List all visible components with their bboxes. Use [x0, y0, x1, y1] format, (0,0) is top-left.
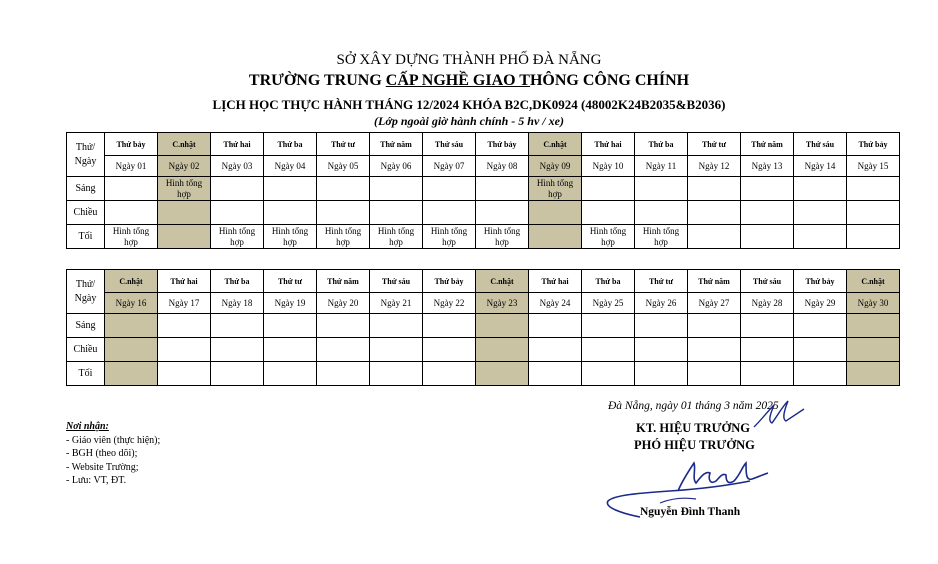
schedule-cell: Hình tổng hợp	[370, 225, 423, 249]
schedule-cell	[847, 362, 900, 386]
date-cell: Ngày 08	[476, 156, 529, 177]
session-label-toi: Tối	[67, 225, 105, 249]
weekday-row	[67, 133, 900, 156]
recipient-item: - BGH (theo dõi);	[66, 448, 138, 459]
date-row	[67, 293, 900, 314]
schedule-cell	[794, 314, 847, 338]
schedule-cell	[529, 225, 582, 249]
session-label-chieu: Chiều	[67, 201, 105, 225]
schedule-cell	[794, 362, 847, 386]
date-cell: Ngày 03	[211, 156, 264, 177]
schedule-cell	[847, 314, 900, 338]
schedule-cell: Hình tổng hợp	[158, 177, 211, 201]
schedule-cell	[317, 338, 370, 362]
date-cell: Ngày 28	[741, 293, 794, 314]
schedule-cell	[794, 201, 847, 225]
schedule-cell: Hình tổng hợp	[635, 225, 688, 249]
schedule-cell	[264, 338, 317, 362]
schedule-cell	[317, 314, 370, 338]
weekday-cell: Thứ bảy	[423, 270, 476, 293]
schedule-cell	[211, 201, 264, 225]
weekday-cell: Thứ ba	[582, 270, 635, 293]
date-cell: Ngày 09	[529, 156, 582, 177]
label-thu: Thứ/	[75, 141, 96, 153]
session-label-sang: Sáng	[67, 314, 105, 338]
schedule-table-week2	[66, 269, 900, 386]
date-cell: Ngày 20	[317, 293, 370, 314]
weekday-cell: Thứ tư	[635, 270, 688, 293]
schedule-cell	[635, 362, 688, 386]
schedule-cell	[529, 338, 582, 362]
schedule-cell: Hình tổng hợp	[423, 225, 476, 249]
date-cell: Ngày 05	[317, 156, 370, 177]
date-cell: Ngày 19	[264, 293, 317, 314]
schedule-cell	[211, 314, 264, 338]
date-cell: Ngày 13	[741, 156, 794, 177]
session-row-morning	[67, 314, 900, 338]
recipient-item: - Giáo viên (thực hiện);	[66, 434, 161, 446]
weekday-cell: Thứ sáu	[741, 270, 794, 293]
weekday-cell: Thứ năm	[688, 270, 741, 293]
schedule-cell	[635, 177, 688, 201]
dept-title: SỞ XÂY DỰNG THÀNH PHỐ ĐÀ NẴNG	[336, 52, 602, 68]
schedule-cell: Hình tổng hợp	[317, 225, 370, 249]
schedule-cell	[847, 177, 900, 201]
session-row-afternoon	[67, 338, 900, 362]
schedule-cell: Hình tổng hợp	[211, 225, 264, 249]
schedule-cell: Hình tổng hợp	[529, 177, 582, 201]
schedule-cell	[158, 362, 211, 386]
date-cell: Ngày 11	[635, 156, 688, 177]
sign-role-pht: PHÓ HIỆU TRƯỞNG	[634, 438, 755, 452]
weekday-cell: Thứ tư	[317, 133, 370, 156]
schedule-cell	[476, 362, 529, 386]
recipients-block	[66, 420, 160, 488]
schedule-cell	[317, 362, 370, 386]
schedule-cell: Hình tổng hợp	[582, 225, 635, 249]
session-row-evening	[67, 225, 900, 249]
date-cell: Ngày 01	[105, 156, 158, 177]
label-thu: Thứ/	[75, 278, 96, 290]
date-cell: Ngày 25	[582, 293, 635, 314]
date-cell: Ngày 06	[370, 156, 423, 177]
schedule-cell	[476, 201, 529, 225]
schedule-cell	[423, 177, 476, 201]
schedule-cell	[423, 314, 476, 338]
weekday-cell: C.nhật	[105, 270, 158, 293]
weekday-cell: Thứ ba	[211, 270, 264, 293]
weekday-cell: C.nhật	[529, 133, 582, 156]
schedule-cell	[423, 362, 476, 386]
schedule-cell	[370, 177, 423, 201]
schedule-cell	[847, 201, 900, 225]
schedule-cell	[582, 314, 635, 338]
schedule-cell	[688, 338, 741, 362]
weekday-cell: Thứ bảy	[105, 133, 158, 156]
row-header-thu-ngay	[67, 270, 105, 314]
label-ngay: Ngày	[74, 292, 97, 304]
date-cell: Ngày 30	[847, 293, 900, 314]
schedule-cell	[105, 201, 158, 225]
schedule-cell	[741, 362, 794, 386]
school-title-part1: TRƯỜNG TRUNG	[248, 72, 386, 89]
session-label-chieu: Chiều	[67, 338, 105, 362]
schedule-cell	[688, 225, 741, 249]
schedule-cell	[582, 338, 635, 362]
weekday-cell: Thứ ba	[635, 133, 688, 156]
weekday-cell: Thứ tư	[264, 270, 317, 293]
schedule-cell	[211, 177, 264, 201]
initial-signature-mark	[748, 397, 808, 435]
weekday-cell: Thứ tư	[688, 133, 741, 156]
schedule-cell	[794, 338, 847, 362]
schedule-cell: Hình tổng hợp	[476, 225, 529, 249]
schedule-cell	[476, 314, 529, 338]
schedule-cell	[635, 201, 688, 225]
date-cell: Ngày 14	[794, 156, 847, 177]
weekday-cell: Thứ ba	[264, 133, 317, 156]
date-cell: Ngày 15	[847, 156, 900, 177]
signer-name: Nguyễn Đình Thanh	[640, 506, 741, 518]
schedule-cell	[635, 338, 688, 362]
recipient-item: - Website Trường;	[66, 461, 139, 473]
schedule-title: LỊCH HỌC THỰC HÀNH THÁNG 12/2024 KHÓA B2C,DK0924 (48002K24B2035&B2036)	[212, 97, 726, 112]
weekday-cell: Thứ năm	[741, 133, 794, 156]
schedule-table-week1	[66, 132, 900, 249]
weekday-cell: Thứ năm	[370, 133, 423, 156]
schedule-cell: Hình tổng hợp	[264, 225, 317, 249]
schedule-cell	[582, 201, 635, 225]
schedule-cell	[688, 314, 741, 338]
school-title	[0, 72, 938, 90]
date-cell: Ngày 18	[211, 293, 264, 314]
recipient-item: - Lưu: VT, ĐT.	[66, 475, 127, 486]
schedule-cell	[317, 177, 370, 201]
schedule-cell	[847, 338, 900, 362]
schedule-cell	[370, 314, 423, 338]
schedule-cell	[264, 314, 317, 338]
weekday-cell: Thứ bảy	[794, 270, 847, 293]
weekday-cell: Thứ sáu	[370, 270, 423, 293]
schedule-cell: Hình tổng hợp	[105, 225, 158, 249]
date-cell: Ngày 23	[476, 293, 529, 314]
schedule-cell	[635, 314, 688, 338]
weekday-cell: Thứ sáu	[423, 133, 476, 156]
date-cell: Ngày 27	[688, 293, 741, 314]
date-cell: Ngày 12	[688, 156, 741, 177]
date-cell: Ngày 07	[423, 156, 476, 177]
recipients-title: Nơi nhận:	[66, 421, 109, 432]
schedule-cell	[264, 362, 317, 386]
weekday-cell: C.nhật	[158, 133, 211, 156]
schedule-cell	[476, 177, 529, 201]
schedule-cell	[476, 338, 529, 362]
date-cell: Ngày 26	[635, 293, 688, 314]
schedule-cell	[741, 177, 794, 201]
schedule-cell	[794, 177, 847, 201]
weekday-cell: Thứ bảy	[847, 133, 900, 156]
session-label-toi: Tối	[67, 362, 105, 386]
schedule-cell	[158, 338, 211, 362]
date-cell: Ngày 29	[794, 293, 847, 314]
schedule-cell	[105, 338, 158, 362]
schedule-cell	[529, 362, 582, 386]
weekday-cell: Thứ năm	[317, 270, 370, 293]
schedule-cell	[158, 314, 211, 338]
weekday-cell: Thứ sáu	[794, 133, 847, 156]
schedule-cell	[158, 201, 211, 225]
date-cell: Ngày 22	[423, 293, 476, 314]
school-title-part2: CẤP NGHỀ GIAO T	[385, 72, 530, 89]
schedule-subtitle: (Lớp ngoài giờ hành chính - 5 hv / xe)	[374, 114, 564, 128]
schedule-cell	[105, 362, 158, 386]
schedule-cell	[741, 338, 794, 362]
row-header-thu-ngay	[67, 133, 105, 177]
weekday-cell: Thứ bảy	[476, 133, 529, 156]
schedule-cell	[211, 362, 264, 386]
weekday-cell: C.nhật	[476, 270, 529, 293]
schedule-cell	[423, 338, 476, 362]
schedule-cell	[794, 225, 847, 249]
sign-date: Đà Nẵng, ngày 01 tháng 3 năm 2025	[608, 400, 779, 412]
sign-role-kt: KT. HIỆU TRƯỞNG	[636, 421, 751, 435]
schedule-cell	[741, 225, 794, 249]
weekday-cell: Thứ hai	[158, 270, 211, 293]
schedule-cell	[741, 314, 794, 338]
schedule-cell	[105, 314, 158, 338]
session-row-afternoon	[67, 201, 900, 225]
schedule-cell	[370, 362, 423, 386]
weekday-cell: Thứ hai	[582, 133, 635, 156]
date-cell: Ngày 24	[529, 293, 582, 314]
schedule-cell	[529, 314, 582, 338]
weekday-row	[67, 270, 900, 293]
schedule-cell	[264, 177, 317, 201]
schedule-cell	[317, 201, 370, 225]
weekday-cell: C.nhật	[847, 270, 900, 293]
schedule-cell	[688, 201, 741, 225]
session-row-morning	[67, 177, 900, 201]
schedule-cell	[370, 338, 423, 362]
schedule-cell	[264, 201, 317, 225]
date-cell: Ngày 10	[582, 156, 635, 177]
schedule-cell	[688, 362, 741, 386]
school-title-part3: HÔNG CÔNG CHÍNH	[529, 72, 690, 89]
label-ngay: Ngày	[74, 155, 97, 167]
schedule-cell	[529, 201, 582, 225]
weekday-cell: Thứ hai	[529, 270, 582, 293]
schedule-cell	[688, 177, 741, 201]
schedule-cell	[847, 225, 900, 249]
schedule-cell	[158, 225, 211, 249]
schedule-cell	[582, 177, 635, 201]
date-row	[67, 156, 900, 177]
schedule-cell	[370, 201, 423, 225]
schedule-cell	[741, 201, 794, 225]
date-cell: Ngày 21	[370, 293, 423, 314]
schedule-cell	[582, 362, 635, 386]
session-row-evening	[67, 362, 900, 386]
session-label-sang: Sáng	[67, 177, 105, 201]
weekday-cell: Thứ hai	[211, 133, 264, 156]
date-cell: Ngày 17	[158, 293, 211, 314]
schedule-cell	[211, 338, 264, 362]
date-cell: Ngày 04	[264, 156, 317, 177]
schedule-cell	[105, 177, 158, 201]
schedule-cell	[423, 201, 476, 225]
date-cell: Ngày 02	[158, 156, 211, 177]
date-cell: Ngày 16	[105, 293, 158, 314]
